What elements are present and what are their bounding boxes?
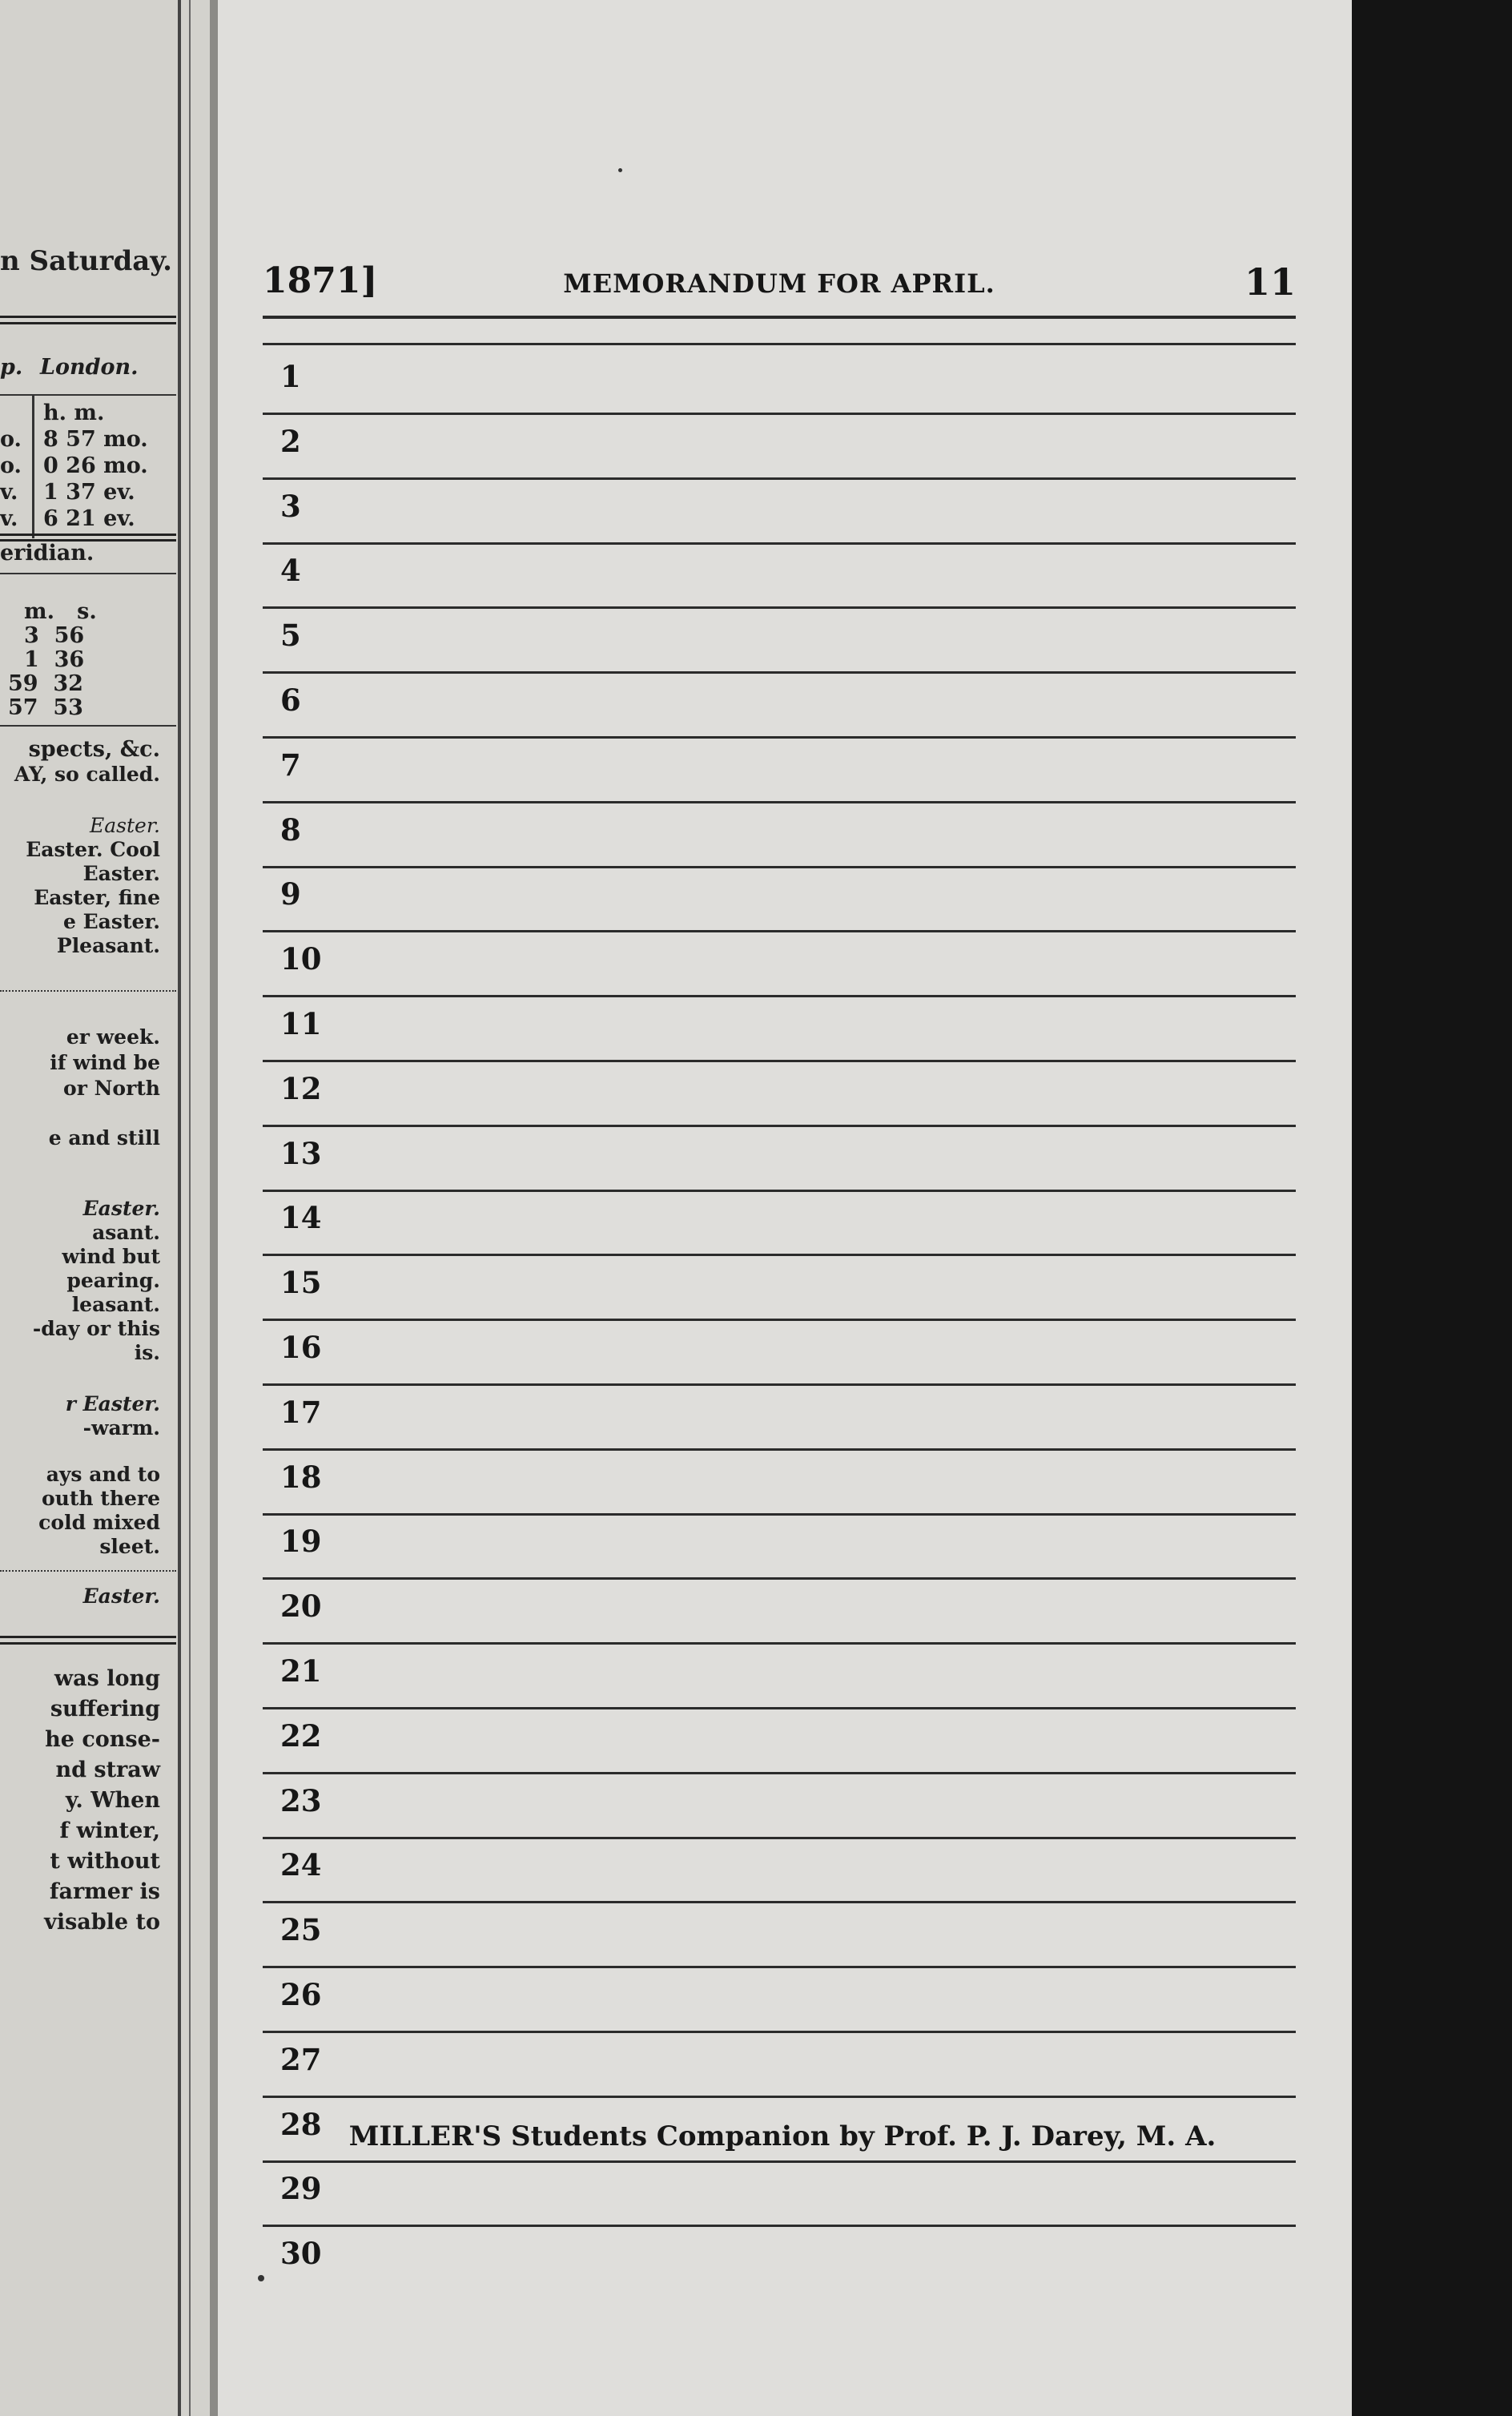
day-number: 1 <box>280 359 301 394</box>
page-title: MEMORANDUM FOR APRIL. <box>563 268 995 299</box>
text-line: e Easter. <box>63 910 160 933</box>
day-row[interactable] <box>263 2226 1296 2292</box>
ms-row: 57 53 <box>8 695 83 720</box>
year: 1871] <box>263 260 378 301</box>
day-number: 24 <box>280 1847 322 1883</box>
day-number: 23 <box>280 1782 322 1818</box>
text-line: -day or this <box>32 1317 160 1340</box>
background-edge <box>1352 0 1512 2416</box>
text-line: Easter, fine <box>34 886 160 909</box>
day-row[interactable] <box>263 1385 1296 1451</box>
day-row[interactable] <box>263 1514 1296 1580</box>
text-line: er week. <box>66 1025 160 1049</box>
day-number: 9 <box>280 876 301 912</box>
day-number: 6 <box>280 683 301 718</box>
day-number: 3 <box>280 488 301 524</box>
day-row[interactable] <box>263 1967 1296 2033</box>
previous-page-fragment <box>0 0 210 2416</box>
day-row[interactable] <box>263 1709 1296 1774</box>
col-header-london: London. <box>40 355 139 380</box>
time-row-value: 1 37 ev. <box>43 480 135 505</box>
text-line: pearing. <box>66 1269 160 1292</box>
day-number: 30 <box>280 2236 322 2272</box>
time-header: h. m. <box>43 401 105 425</box>
day-number: 2 <box>280 423 301 459</box>
day-row[interactable] <box>263 932 1296 997</box>
day-row[interactable] <box>263 543 1296 609</box>
day-row[interactable] <box>263 608 1296 674</box>
day-row[interactable] <box>263 1644 1296 1709</box>
day-number: 26 <box>280 1977 322 2012</box>
day-row[interactable] <box>263 1903 1296 1968</box>
text-line: is. <box>134 1341 160 1364</box>
day-row[interactable] <box>263 2032 1296 2098</box>
day-row[interactable] <box>263 349 1296 415</box>
text-line: ays and to <box>46 1463 160 1486</box>
ink-speck <box>618 168 622 172</box>
text-line: visable to <box>44 1910 160 1935</box>
time-row-value: 8 57 mo. <box>43 427 148 452</box>
text-line: asant. <box>92 1221 160 1244</box>
text-line: e and still <box>48 1126 160 1150</box>
text-line: y. When <box>65 1788 160 1813</box>
day-number: 7 <box>280 747 301 783</box>
text-line: nd straw <box>55 1758 160 1782</box>
text-line: leasant. <box>71 1293 160 1316</box>
header-rule <box>263 343 1296 345</box>
footer-imprint: MILLER'S Students Companion by Prof. P. J. Darey, M. A. <box>348 2120 1216 2152</box>
text-line: Easter. <box>82 862 160 885</box>
day-number: 21 <box>280 1653 322 1689</box>
day-number: 18 <box>280 1459 322 1495</box>
page-number: 11 <box>1244 260 1296 304</box>
day-row[interactable] <box>263 1126 1296 1192</box>
day-number: 4 <box>280 553 301 589</box>
day-number: 19 <box>280 1524 322 1560</box>
time-row-prefix: v. <box>0 480 18 505</box>
day-row[interactable] <box>263 673 1296 739</box>
time-row-value: 6 21 ev. <box>43 506 135 531</box>
ms-row: 3 56 <box>24 623 85 648</box>
day-row[interactable] <box>263 1838 1296 1903</box>
day-number: 14 <box>280 1200 322 1236</box>
day-row[interactable] <box>263 867 1296 932</box>
day-number: 28 <box>280 2106 322 2142</box>
time-row-prefix: v. <box>0 506 18 531</box>
header-fragment: n Saturday. <box>0 245 172 277</box>
time-row-prefix: o. <box>0 453 22 478</box>
text-line: AY, so called. <box>14 763 160 786</box>
day-row[interactable] <box>263 738 1296 803</box>
day-row[interactable] <box>263 997 1296 1062</box>
day-row[interactable] <box>263 1579 1296 1645</box>
day-number: 25 <box>280 1912 322 1948</box>
day-number: 29 <box>280 2171 322 2207</box>
memorandum-page <box>210 0 1352 2416</box>
text-line: Easter. <box>90 814 160 837</box>
day-row[interactable] <box>263 1774 1296 1839</box>
day-row[interactable] <box>263 1450 1296 1516</box>
day-row[interactable] <box>263 414 1296 480</box>
day-row[interactable] <box>263 2161 1296 2227</box>
text-line: wind but <box>62 1245 160 1268</box>
text-line: outh there <box>42 1487 160 1510</box>
text-line: -warm. <box>82 1416 160 1440</box>
ms-row: 59 32 <box>8 671 83 696</box>
day-number: 20 <box>280 1589 322 1625</box>
day-number: 17 <box>280 1394 322 1430</box>
day-number: 10 <box>280 941 322 977</box>
text-line: r Easter. <box>65 1392 160 1415</box>
day-row[interactable] <box>263 1190 1296 1256</box>
text-line: or North <box>63 1077 160 1100</box>
ink-speck <box>258 2275 264 2281</box>
ms-row: 1 36 <box>24 647 85 672</box>
day-number: 12 <box>280 1070 322 1106</box>
header-rule <box>263 316 1296 319</box>
day-row[interactable] <box>263 1061 1296 1127</box>
text-line: Easter. <box>82 1197 160 1220</box>
ms-header: m. s. <box>24 599 97 624</box>
col-header: p. <box>0 355 23 380</box>
day-row[interactable] <box>263 1255 1296 1321</box>
day-number: 27 <box>280 2041 322 2077</box>
day-number: 16 <box>280 1330 322 1365</box>
day-number: 15 <box>280 1265 322 1301</box>
day-number: 13 <box>280 1135 322 1171</box>
day-row[interactable] <box>263 803 1296 868</box>
text-line: Easter. Cool <box>26 838 160 861</box>
text-line: Pleasant. <box>56 934 160 957</box>
day-row[interactable] <box>263 479 1296 545</box>
meridian-fragment: eridian. <box>0 541 94 566</box>
page-spine <box>210 0 218 2416</box>
text-line: if wind be <box>50 1051 160 1074</box>
text-line: f winter, <box>59 1818 160 1843</box>
text-line: Easter. <box>82 1584 160 1608</box>
text-line: he conse- <box>45 1727 160 1752</box>
day-number: 8 <box>280 811 301 848</box>
text-line: suffering <box>50 1697 160 1721</box>
text-line: sleet. <box>99 1535 160 1558</box>
page-header <box>263 260 1296 308</box>
text-line: cold mixed <box>38 1511 160 1534</box>
text-line: t without <box>50 1849 160 1874</box>
text-line: spects, &c. <box>28 737 160 762</box>
text-line: was long <box>54 1666 160 1691</box>
time-row-prefix: o. <box>0 427 22 452</box>
text-line: farmer is <box>49 1879 160 1904</box>
time-row-value: 0 26 mo. <box>43 453 148 478</box>
day-number: 11 <box>280 1006 322 1041</box>
day-number: 22 <box>280 1717 322 1754</box>
day-row[interactable] <box>263 1320 1296 1386</box>
day-number: 5 <box>280 618 301 654</box>
